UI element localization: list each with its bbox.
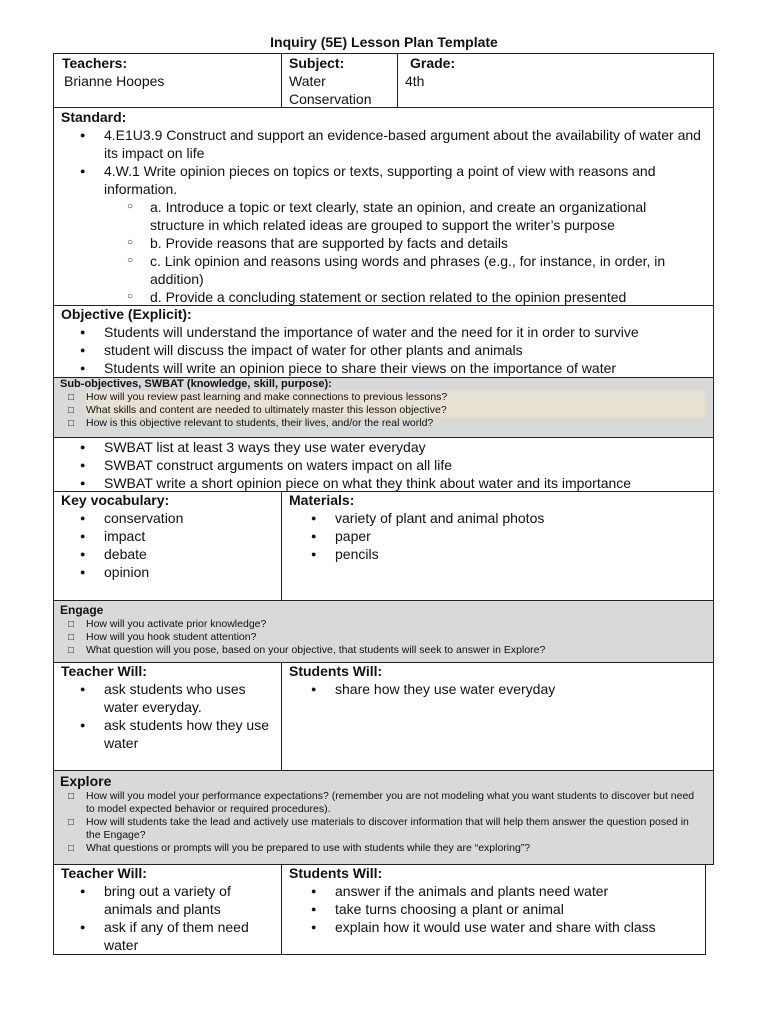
subobjective-prompt: □ How will you review past learning and make connections to previous lessons? xyxy=(86,391,705,404)
standard-section xyxy=(53,107,714,306)
swbat-item: ● SWBAT construct arguments on waters impact on all life xyxy=(104,456,705,474)
subobjectives-prompts xyxy=(86,391,705,430)
engage-teacher-list xyxy=(104,680,269,752)
standard-sublist xyxy=(150,198,695,306)
explore-students-cell xyxy=(281,864,706,955)
grade-label: Grade: xyxy=(410,55,456,71)
explore-students-item: ● answer if the animals and plants need water xyxy=(335,882,701,900)
subobjectives-header xyxy=(53,377,714,438)
standard-subitem: ○ c. Link opinion and reasons using words and phrases (e.g., for instance, in order, in addition) xyxy=(150,252,695,288)
materials-item: ● variety of plant and animal photos xyxy=(335,509,709,527)
engage-students-cell xyxy=(281,662,714,771)
explore-prompt: □ What questions or prompts will you be prepared to use with students while they are “exploring”? xyxy=(86,842,705,855)
materials-cell xyxy=(281,491,714,601)
materials-item: ● pencils xyxy=(335,545,709,563)
explore-teacher-list xyxy=(104,882,269,954)
explore-teacher-item: ● bring out a variety of animals and plants xyxy=(104,882,269,918)
explore-teacher-cell xyxy=(53,864,282,955)
subject-cell xyxy=(281,53,398,108)
explore-teacher-label: Teacher Will: xyxy=(61,865,147,881)
vocabulary-item: ● debate xyxy=(104,545,277,563)
document-title: Inquiry (5E) Lesson Plan Template xyxy=(270,34,498,50)
objective-section xyxy=(53,305,714,378)
explore-label: Explore xyxy=(60,773,112,789)
teachers-cell xyxy=(53,53,282,108)
vocabulary-cell xyxy=(53,491,282,601)
engage-label: Engage xyxy=(60,603,104,617)
swbat-item: ● SWBAT write a short opinion piece on what they think about water and its importance xyxy=(104,474,705,492)
engage-teacher-cell xyxy=(53,662,282,771)
subject-label: Subject: xyxy=(289,55,345,71)
standard-item: ● 4.E1U3.9 Construct and support an evidence-based argument about the availability of water and its impact on life xyxy=(104,126,705,162)
objective-list xyxy=(104,323,705,377)
engage-header xyxy=(53,600,714,663)
materials-list xyxy=(335,509,709,563)
objective-item: ● Students will write an opinion piece to share their views on the importance of water xyxy=(104,359,705,377)
standard-subitem: ○ a. Introduce a topic or text clearly, state an opinion, and create an organizational structure in which related ideas are grouped to support the writer’s purpose xyxy=(150,198,695,234)
subobjectives-label: Sub-objectives, SWBAT (knowledge, skill, purpose): xyxy=(60,378,332,390)
explore-students-label: Students Will: xyxy=(289,865,383,881)
materials-item: ● paper xyxy=(335,527,709,545)
engage-students-label: Students Will: xyxy=(289,663,383,679)
engage-prompt: □ What question will you pose, based on your objective, that students will seek to answer in Explore? xyxy=(86,644,705,657)
explore-students-item: ● take turns choosing a plant or animal xyxy=(335,900,701,918)
explore-students-item: ● explain how it would use water and share with class xyxy=(335,918,701,936)
teachers-label: Teachers: xyxy=(62,55,128,71)
engage-students-list xyxy=(335,680,709,698)
vocabulary-item: ● impact xyxy=(104,527,277,545)
explore-header xyxy=(53,770,714,865)
standard-item: ● 4.W.1 Write opinion pieces on topics or texts, supporting a point of view with reasons and information. xyxy=(104,162,705,198)
swbat-list xyxy=(104,438,705,492)
standard-subitem: ○ b. Provide reasons that are supported by facts and details xyxy=(150,234,695,252)
subobjective-prompt: □ What skills and content are needed to ultimately master this lesson objective? xyxy=(86,404,705,417)
explore-prompt: □ How will students take the lead and actively use materials to discover information that will help them answer the question posed in the Engage? xyxy=(86,816,705,842)
grade-cell xyxy=(397,53,714,108)
subject-value: Water Conservation xyxy=(289,73,372,107)
objective-item: ● Students will understand the importance of water and the need for it in order to survive xyxy=(104,323,705,341)
standard-subitem: ○ d. Provide a concluding statement or section related to the opinion presented xyxy=(150,288,695,306)
engage-teacher-label: Teacher Will: xyxy=(61,663,147,679)
explore-prompt: □ How will you model your performance expectations? (remember you are not modeling what you want students to discover but need to model expected behavior or required procedures). xyxy=(86,790,705,816)
vocabulary-item: ● conservation xyxy=(104,509,277,527)
engage-teacher-item: ● ask students who uses water everyday. xyxy=(104,680,269,716)
objective-item: ● student will discuss the impact of water for other plants and animals xyxy=(104,341,705,359)
standard-list xyxy=(104,126,705,198)
grade-value: 4th xyxy=(405,73,425,89)
vocabulary-label: Key vocabulary: xyxy=(61,492,170,508)
engage-prompt: □ How will you activate prior knowledge? xyxy=(86,618,705,631)
explore-students-list xyxy=(335,882,701,936)
swbat-item: ● SWBAT list at least 3 ways they use water everyday xyxy=(104,438,705,456)
engage-prompt: □ How will you hook student attention? xyxy=(86,631,705,644)
engage-teacher-item: ● ask students how they use water xyxy=(104,716,269,752)
explore-prompts xyxy=(86,790,705,855)
engage-prompts xyxy=(86,618,705,657)
materials-label: Materials: xyxy=(289,492,355,508)
vocabulary-item: ● opinion xyxy=(104,563,277,581)
explore-teacher-item: ● ask if any of them need water xyxy=(104,918,269,954)
swbat-section xyxy=(53,437,714,492)
standard-label: Standard: xyxy=(61,109,127,125)
vocabulary-list xyxy=(104,509,277,581)
engage-students-item: ● share how they use water everyday xyxy=(335,680,709,698)
objective-label: Objective (Explicit): xyxy=(61,306,192,322)
subobjective-prompt: □ How is this objective relevant to students, their lives, and/or the real world? xyxy=(86,417,705,430)
teachers-value: Brianne Hoopes xyxy=(64,73,165,89)
